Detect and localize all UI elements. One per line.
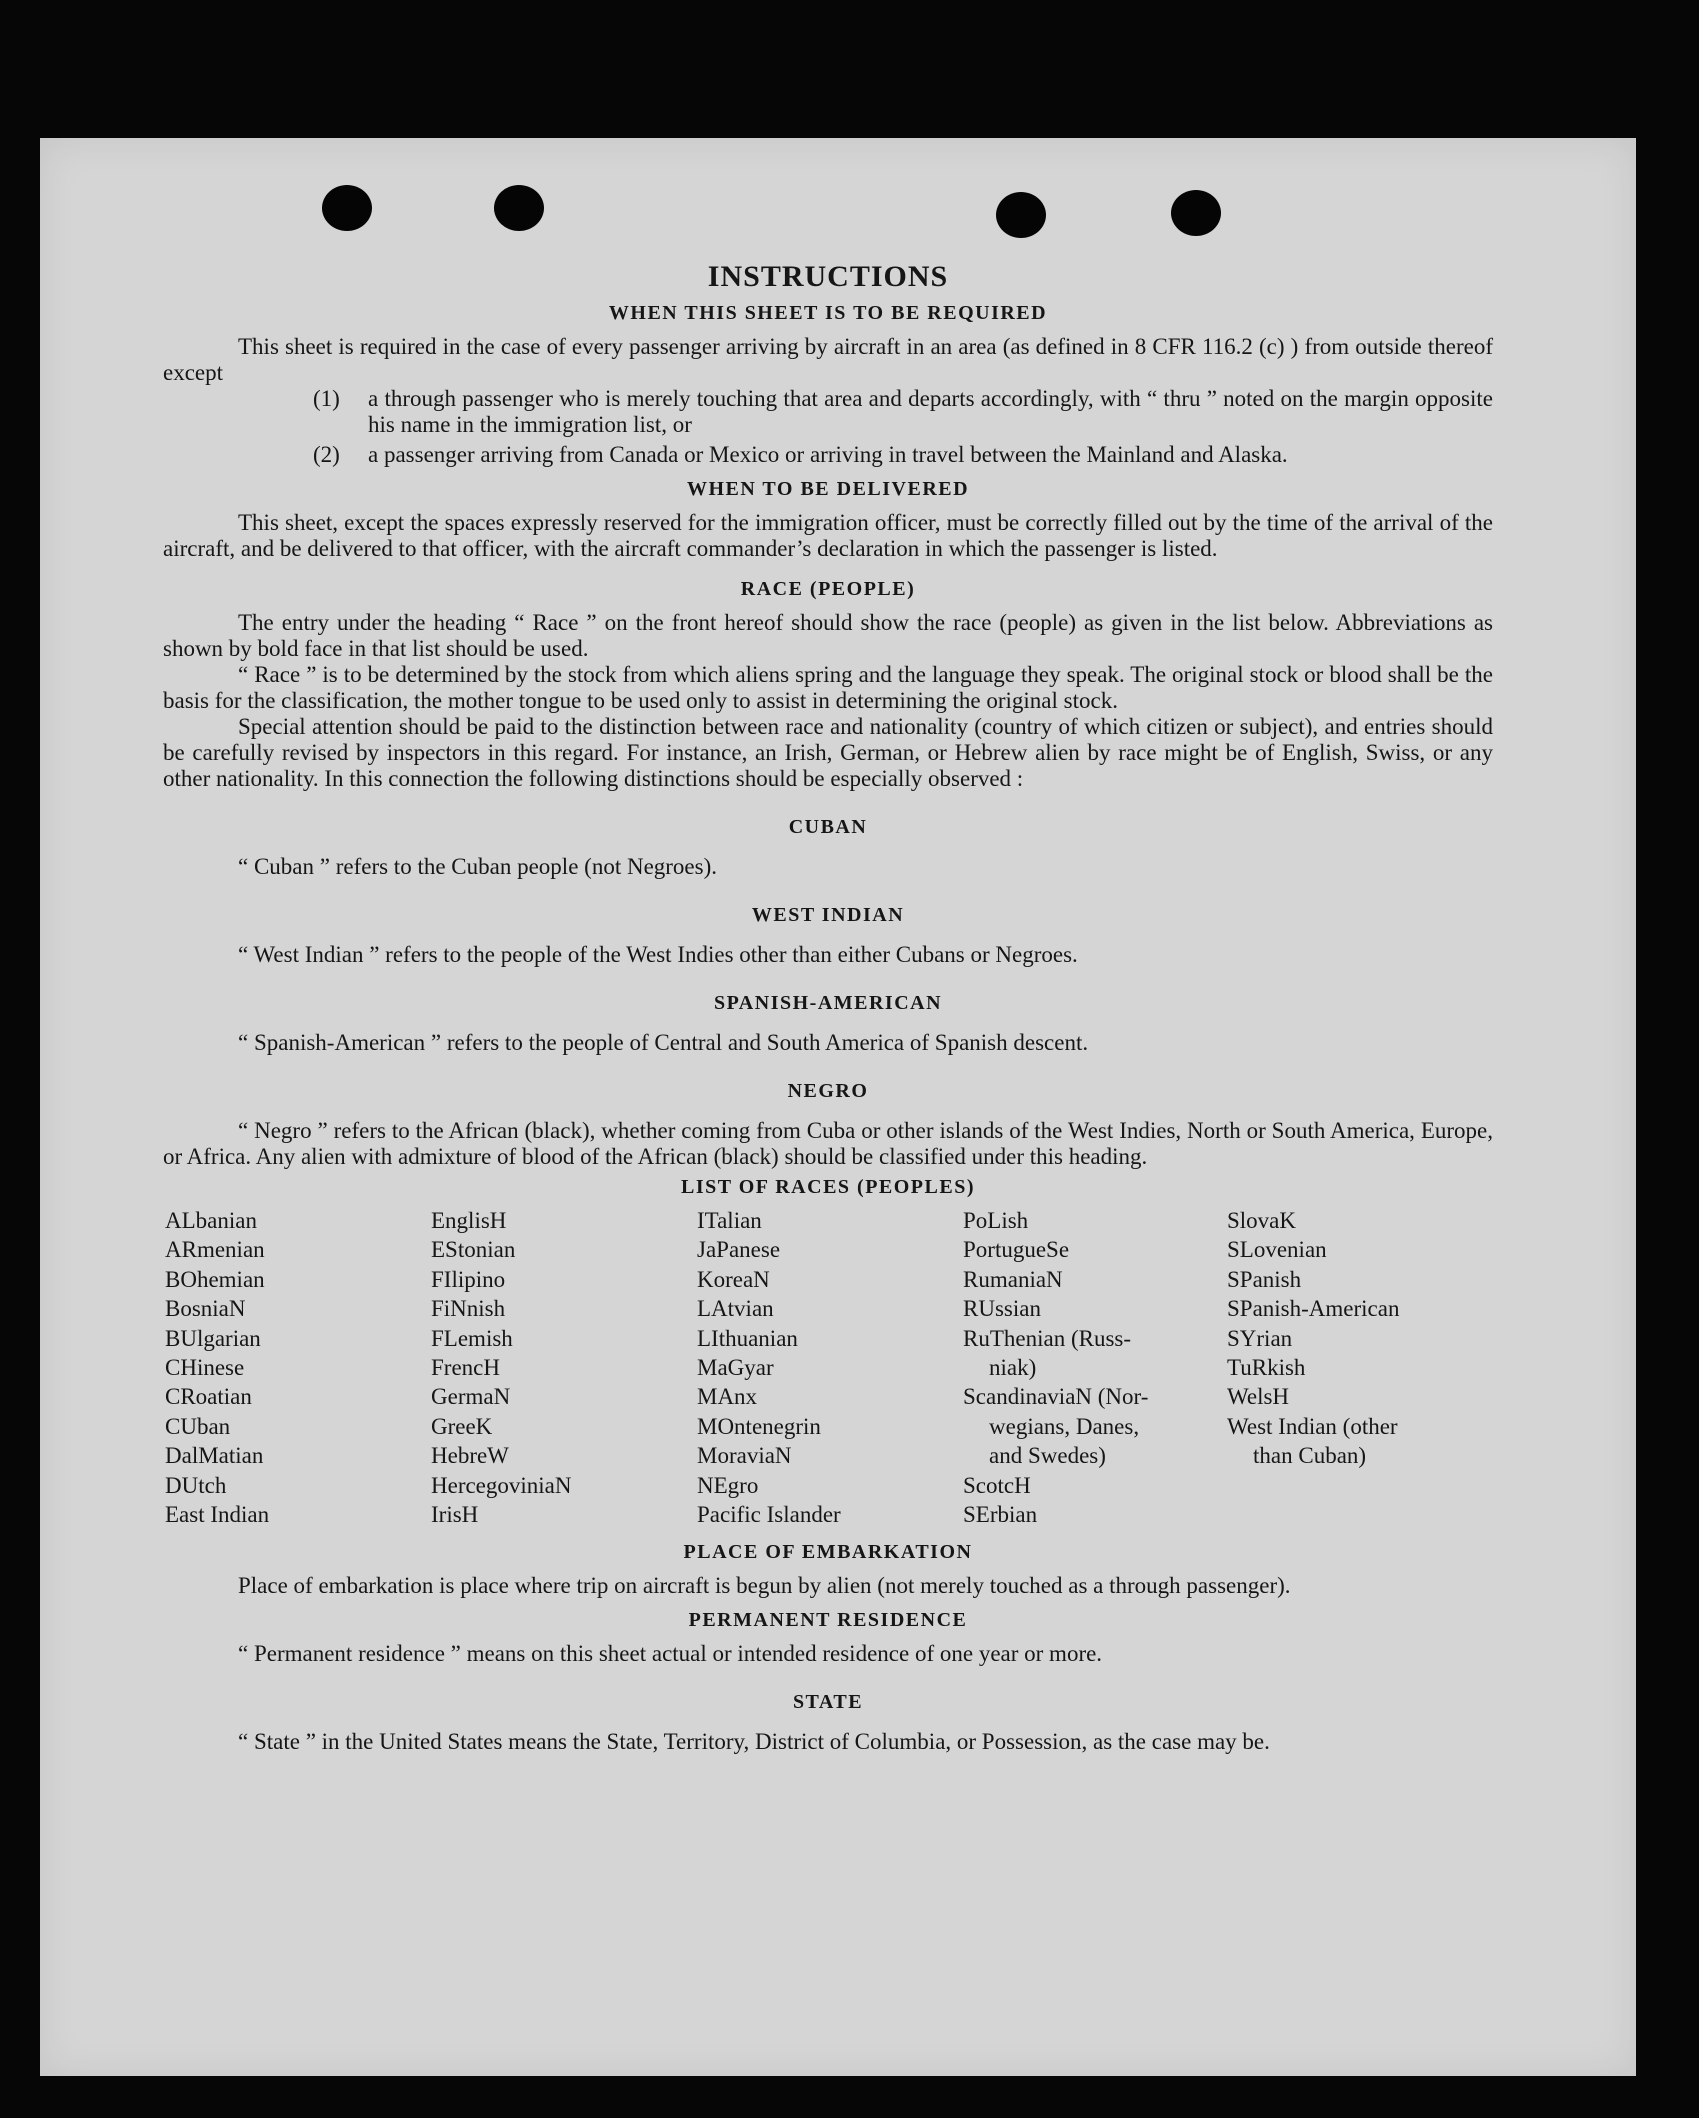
- race-entry: niak): [989, 1354, 1037, 1380]
- section-heading: RACE (PEOPLE): [740, 578, 916, 600]
- item-number: (2): [313, 442, 340, 467]
- race-paragraph-2: “ Race ” is to be determined by the stock from which aliens spring and the language they speak. The original stock or blood shall be the basis for the classification, the mother tongue to be used only to assist in determining the original stock.: [163, 662, 1493, 713]
- section-heading: NEGRO: [787, 1080, 869, 1102]
- section-heading: WEST INDIAN: [751, 904, 905, 926]
- embarkation-text: Place of embarkation is place where trip on aircraft is begun by alien (not merely touched as a through passenger).: [238, 1573, 1291, 1599]
- races-list: [165, 1206, 1493, 1529]
- spanish-american-text: “ Spanish-American ” refers to the people of Central and South America of Spanish descent.: [238, 1030, 1089, 1055]
- race-entry: ScandinaviaN (Nor-: [963, 1384, 1149, 1410]
- race-entry: WelsH: [1227, 1384, 1290, 1410]
- race-entry: BosniaN: [165, 1296, 246, 1322]
- exception-item: [313, 442, 1493, 468]
- race-entry: RumaniaN: [963, 1266, 1063, 1292]
- required-intro: This sheet is required in the case of every passenger arriving by aircraft in an area (as defined in 8 CFR 116.2 (c) ) from outside thereof except: [163, 334, 1493, 385]
- race-entry: SlovaK: [1227, 1208, 1296, 1233]
- races-column: [697, 1206, 963, 1529]
- item-text: a through passenger who is merely touching that area and departs accordingly, with “ thru ” noted on the margin opposite his name in the immigration list, or: [368, 386, 1493, 437]
- cuban-text: “ Cuban ” refers to the Cuban people (not Negroes).: [238, 854, 718, 879]
- race-entry: HercegoviniaN: [431, 1472, 572, 1498]
- race-entry: IrisH: [431, 1501, 479, 1527]
- race-entry: wegians, Danes,: [989, 1413, 1140, 1439]
- race-entry: EStonian: [431, 1237, 516, 1263]
- race-entry: SYrian: [1227, 1325, 1293, 1351]
- race-entry: SLovenian: [1227, 1237, 1327, 1263]
- item-number: (1): [313, 386, 340, 411]
- races-column: [431, 1206, 697, 1529]
- race-entry: DUtch: [165, 1472, 227, 1498]
- race-entry: than Cuban): [1253, 1443, 1367, 1469]
- race-entry: GreeK: [431, 1413, 493, 1439]
- races-column: [963, 1206, 1227, 1529]
- race-entry: MAnx: [697, 1384, 758, 1410]
- exception-item: [313, 386, 1493, 438]
- punch-hole: [1171, 190, 1221, 236]
- race-entry: MaGyar: [697, 1354, 774, 1380]
- race-entry: EnglisH: [431, 1208, 507, 1233]
- race-entry: SPanish-American: [1227, 1296, 1400, 1322]
- race-entry: RuThenian (Russ-: [963, 1325, 1132, 1351]
- race-entry: TuRkish: [1227, 1354, 1306, 1380]
- race-entry: FLemish: [431, 1325, 513, 1351]
- race-entry: NEgro: [697, 1472, 759, 1498]
- state-text: “ State ” in the United States means the State, Territory, District of Columbia, or Possession, as the case may be.: [238, 1729, 1270, 1755]
- item-text: a passenger arriving from Canada or Mexico or arriving in travel between the Mainland and Alaska.: [368, 442, 1288, 467]
- race-entry: LIthuanian: [697, 1325, 798, 1351]
- race-entry: ScotcH: [963, 1472, 1031, 1498]
- race-entry: JaPanese: [697, 1237, 781, 1263]
- race-entry: CHinese: [165, 1354, 245, 1380]
- section-heading: WHEN THIS SHEET IS TO BE REQUIRED: [608, 302, 1048, 324]
- race-entry: LAtvian: [697, 1296, 774, 1322]
- section-heading: STATE: [792, 1691, 864, 1714]
- race-entry: Pacific Islander: [697, 1501, 841, 1527]
- section-heading: SPANISH-AMERICAN: [713, 992, 943, 1014]
- race-entry: FiNnish: [431, 1296, 506, 1322]
- race-entry: ALbanian: [165, 1208, 257, 1233]
- race-entry: CUban: [165, 1413, 231, 1439]
- punch-hole: [322, 185, 372, 231]
- race-entry: West Indian (other: [1227, 1413, 1398, 1439]
- race-entry: HebreW: [431, 1443, 509, 1469]
- race-entry: East Indian: [165, 1501, 270, 1527]
- race-entry: ITalian: [697, 1208, 762, 1233]
- race-entry: ARmenian: [165, 1237, 265, 1263]
- west-indian-text: “ West Indian ” refers to the people of the West Indies other than either Cubans or Negroes.: [238, 942, 1078, 967]
- race-entry: SErbian: [963, 1501, 1038, 1527]
- races-column: [165, 1206, 431, 1529]
- punch-hole: [494, 185, 544, 231]
- race-entry: MOntenegrin: [697, 1413, 821, 1439]
- race-entry: BOhemian: [165, 1266, 265, 1292]
- race-entry: CRoatian: [165, 1384, 252, 1410]
- residence-text: “ Permanent residence ” means on this sheet actual or intended residence of one year or more.: [238, 1641, 1103, 1667]
- section-heading: PERMANENT RESIDENCE: [688, 1609, 968, 1632]
- race-entry: SPanish: [1227, 1266, 1302, 1292]
- race-entry: DalMatian: [165, 1443, 264, 1469]
- race-entry: and Swedes): [989, 1443, 1106, 1469]
- races-column: [1227, 1206, 1489, 1529]
- page-title: INSTRUCTIONS: [707, 260, 949, 293]
- race-paragraph-1: The entry under the heading “ Race ” on the front hereof should show the race (people) as given in the list below. Abbreviations as shown by bold face in that list should be used.: [163, 610, 1493, 661]
- section-heading: PLACE OF EMBARKATION: [683, 1541, 973, 1564]
- race-entry: PortugueSe: [963, 1237, 1070, 1263]
- race-entry: BUlgarian: [165, 1325, 261, 1351]
- punch-hole: [996, 192, 1046, 238]
- section-heading: WHEN TO BE DELIVERED: [686, 478, 970, 500]
- race-entry: GermaN: [431, 1384, 511, 1410]
- race-entry: FrencH: [431, 1354, 500, 1380]
- race-entry: RUssian: [963, 1296, 1041, 1322]
- list-heading: LIST OF RACES (PEOPLES): [680, 1176, 975, 1198]
- negro-text: “ Negro ” refers to the African (black), whether coming from Cuba or other islands of the West Indies, North or South America, Europe, or Africa. Any alien with admixture of blood of the African (black) should be classified under this heading.: [163, 1118, 1493, 1169]
- instructions-content: [163, 260, 1493, 1755]
- race-entry: FIlipino: [431, 1266, 506, 1292]
- race-entry: KoreaN: [697, 1266, 770, 1292]
- race-entry: MoraviaN: [697, 1443, 792, 1469]
- section-heading: CUBAN: [788, 816, 868, 838]
- race-paragraph-3: Special attention should be paid to the distinction between race and nationality (country of which citizen or subject), and entries should be carefully revised by inspectors in this regard. For instance, an Irish, German, or Hebrew alien by race might be of English, Swiss, or any other nationality. In this connection the following distinctions should be especially observed :: [163, 714, 1493, 791]
- race-entry: PoLish: [963, 1208, 1029, 1233]
- delivered-text: This sheet, except the spaces expressly reserved for the immigration officer, must be correctly filled out by the time of the arrival of the aircraft, and be delivered to that officer, with the aircraft commander’s declaration in which the passenger is listed.: [163, 510, 1493, 561]
